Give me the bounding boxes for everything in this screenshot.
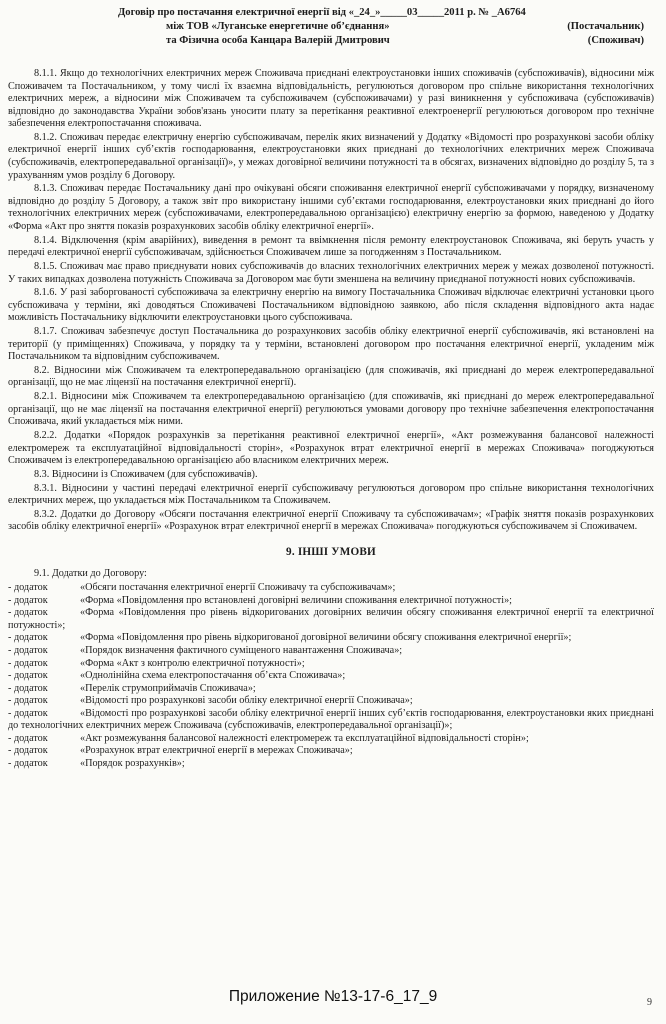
paragraph-8-2: 8.2. Відносини між Споживачем та електропередавальною організацією (для споживачів, які приєднані до мереж електропередавальної організації, що не має ліцензії на постачання електричної енергії). [8,364,654,389]
paragraph-8-1-3: 8.1.3. Споживач передає Постачальнику дані про очікувані обсяги споживання електричної енергії субспоживачами у порядку, визначеному відповідно до розділу 5 Договору, а також звіт про використану іншими суб’єктами господарювання, електроустановки яких приєднані до його технологічних електричних мереж (субспоживачами, електропередавальною організацією) електричну енергію за формою, наведеною у Додатку «Форма «Акт про зняття показів розрахункових засобів обліку електричної енергії». [8,183,654,232]
paragraph-8-3-2: 8.3.2. Додатки до Договору «Обсяги постачання електричної енергії Споживачу та субспоживачам»; «Графік зняття показів розрахункових засобів обліку електричної енергії» «Розрахунок втрат електричної енергії в мережах Споживача» погоджуються субспоживачем зі Споживачем. [8,508,654,533]
annex-text: «Відомості про розрахункові засоби обліку електричної енергії інших суб’єктів господарювання, електроустановки яких приєднані до технологічних електричних мереж Споживача (субспоживачів, електропередавальної організації)»; [8,707,654,732]
appendix-caption: Приложение №13-17-6_17_9 [228,988,438,1005]
annex-text: «Перелік струмоприймачів Споживача»; [80,682,256,694]
annex-prefix: - додаток [8,644,48,656]
consumer-name: та Фізична особа Канцара Валерій Дмитрович [166,35,390,46]
contract-title: Договір про постачання електричної енергії від «_24_»_____03_____2011 р. № _А6764 [118,7,526,18]
annex-text: «Порядок визначення фактичного суміщеного навантаження Споживача»; [80,644,403,656]
list-item [8,745,654,758]
annex-text: «Обсяги постачання електричної енергії Споживачу та субспоживачам»; [80,582,396,594]
paragraph-8-2-1: 8.2.1. Відносини між Споживачем та електропередавальною організацією (для споживачів, які приєднані до мереж електропередавальної організації, що не має ліцензії на постачання електричної енергії) регулюються умовами договору про технічне забезпечення електропостачання Споживача, який укладається між ними. [8,391,654,428]
annex-prefix: - додаток [8,670,48,682]
paragraph-8-3: 8.3. Відносини із Споживачем (для субспоживачів). [34,468,258,480]
list-item [8,582,654,595]
list-item [8,733,654,746]
annex-text: «Форма «Повідомлення про встановлені договірні величини споживання електричної потужності»; [80,594,512,606]
annex-text: «Однолінійна схема електропостачання об’єкта Споживача»; [80,670,346,682]
annex-text: «Форма «Акт з контролю електричної потужності»; [80,657,305,669]
paragraph-8-1-2: 8.1.2. Споживач передає електричну енергію субспоживачам, перелік яких визначений у Додатку «Відомості про розрахункові засоби обліку електричної енергії інших суб’єктів господарювання, електроустановки яких приєднані до технологічних електричних мереж Споживача (субспоживачів, електропередавальної організації)», у межах договірної величини потужності та в обсягах, визначених відповідно до розділу 5, та з урахуванням умов розділу 6 Договору. [8,131,654,181]
paragraph-8-1-1: 8.1.1. Якщо до технологічних електричних мереж Споживача приєднані електроустановки інших споживачів (субспоживачів), відносини між Споживачем та Постачальником, у тому числі їх взаємна відповідальність, регулюються договором про спільне використання технологічних електричних мереж, а відносини між Споживачем та субспоживачем (субспоживачами) у разі виникнення у субспоживача (субспоживачів) відповідно до законодавства України зобов'язань уносити плату за перетікання реактивної електроенергії регулюються договором про технічне забезпечення електропостачання споживача. [8,68,654,130]
annex-prefix: - додаток [8,594,48,606]
consumer-role: (Споживач) [587,35,644,46]
paragraph-8-1-5: 8.1.5. Споживач має право приєднувати нових субспоживачів до власних технологічних електричних мереж у межах дозволеної потужності. У таких випадках дозволена потужність Споживача за Договором має бути зменшена на величину приєднаної потужності нових субспоживачів. [8,260,654,285]
paragraph-8-2-2: 8.2.2. Додатки «Порядок розрахунків за перетікання реактивної електричної енергії», «Акт розмежування балансової належності електромереж та експлуатаційної відповідальності сторін», «Розрахунок втрат електричної енергії в мережах Споживача» погоджуються Споживачем із електропередавальною організацією або власником електричних мереж. [8,430,654,467]
annex-intro: 9.1. Додатки до Договору: [34,568,147,580]
list-item [8,708,654,733]
list-item [8,645,654,658]
page-number: 9 [647,997,652,1008]
annex-text: «Форма «Повідомлення про рівень відкоригованої договірної величини обсягу споживання електричної енергії»; [80,632,572,644]
annex-prefix: - додаток [8,707,48,719]
annex-prefix: - додаток [8,607,48,619]
list-item [8,632,654,645]
paragraph-8-1-4: 8.1.4. Відключення (крім аварійних), виведення в ремонт та ввімкнення після ремонту електроустановок Споживача, які беруть участь у передачі електричної енергії субспоживачам, здійснюється Споживачем лише за погодженням з Постачальником. [8,234,654,259]
annex-prefix: - додаток [8,582,48,594]
annex-text: «Форма «Повідомлення про рівень відкоригованих договірних величин обсягу споживання електричної енергії та електричної потужності»; [8,607,654,631]
annex-text: «Акт розмежування балансової належності електромереж та експлуатаційної відповідальності сторін»; [80,732,529,744]
list-item [8,670,654,683]
list-item [8,607,654,632]
list-item [8,695,654,708]
annex-prefix: - додаток [8,757,48,769]
annex-text: «Відомості про розрахункові засоби обліку електричної енергії Споживача»; [80,695,413,707]
annex-prefix: - додаток [8,745,48,757]
annex-prefix: - додаток [8,695,48,707]
supplier-name: між ТОВ «Луганське енергетичне об’єднання» [166,21,390,32]
annex-text: «Порядок розрахунків»; [80,757,185,769]
paragraph-8-1-6: 8.1.6. У разі заборгованості субспоживача за електричну енергію на вимогу Постачальника Споживач відключає електричні установки цього субспоживача у терміни, які доводяться Споживачеві Постачальником відповідною заявкою, або після складення відповідного акта надає можливість Постачальнику відключити електроустановки цього субспоживача. [8,287,654,324]
section-title: 9. ІНШІ УМОВИ [286,545,376,558]
annex-prefix: - додаток [8,682,48,694]
annex-list [8,582,654,770]
annex-prefix: - додаток [8,632,48,644]
list-item [8,595,654,608]
annex-prefix: - додаток [8,657,48,669]
list-item [8,758,654,771]
list-item [8,658,654,671]
annex-text: «Розрахунок втрат електричної енергії в мережах Споживача»; [80,745,353,757]
contract-body [8,68,654,770]
list-item [8,683,654,696]
annex-prefix: - додаток [8,732,48,744]
supplier-role: (Постачальник) [567,21,644,32]
paragraph-8-1-7: 8.1.7. Споживач забезпечує доступ Постачальника до розрахункових засобів обліку електричної енергії субспоживачів, які встановлені на території (у приміщеннях) Споживача, у порядку та у терміни, встановлені договором про постачання електричної енергії, укладеним між Постачальником та відповідним субспоживачем. [8,326,654,363]
paragraph-8-3-1: 8.3.1. Відносини у частині передачі електричної енергії субспоживачу регулюються договором про спільне використання технологічних електричних мереж, що укладається між Постачальником та Споживачем. [8,482,654,507]
